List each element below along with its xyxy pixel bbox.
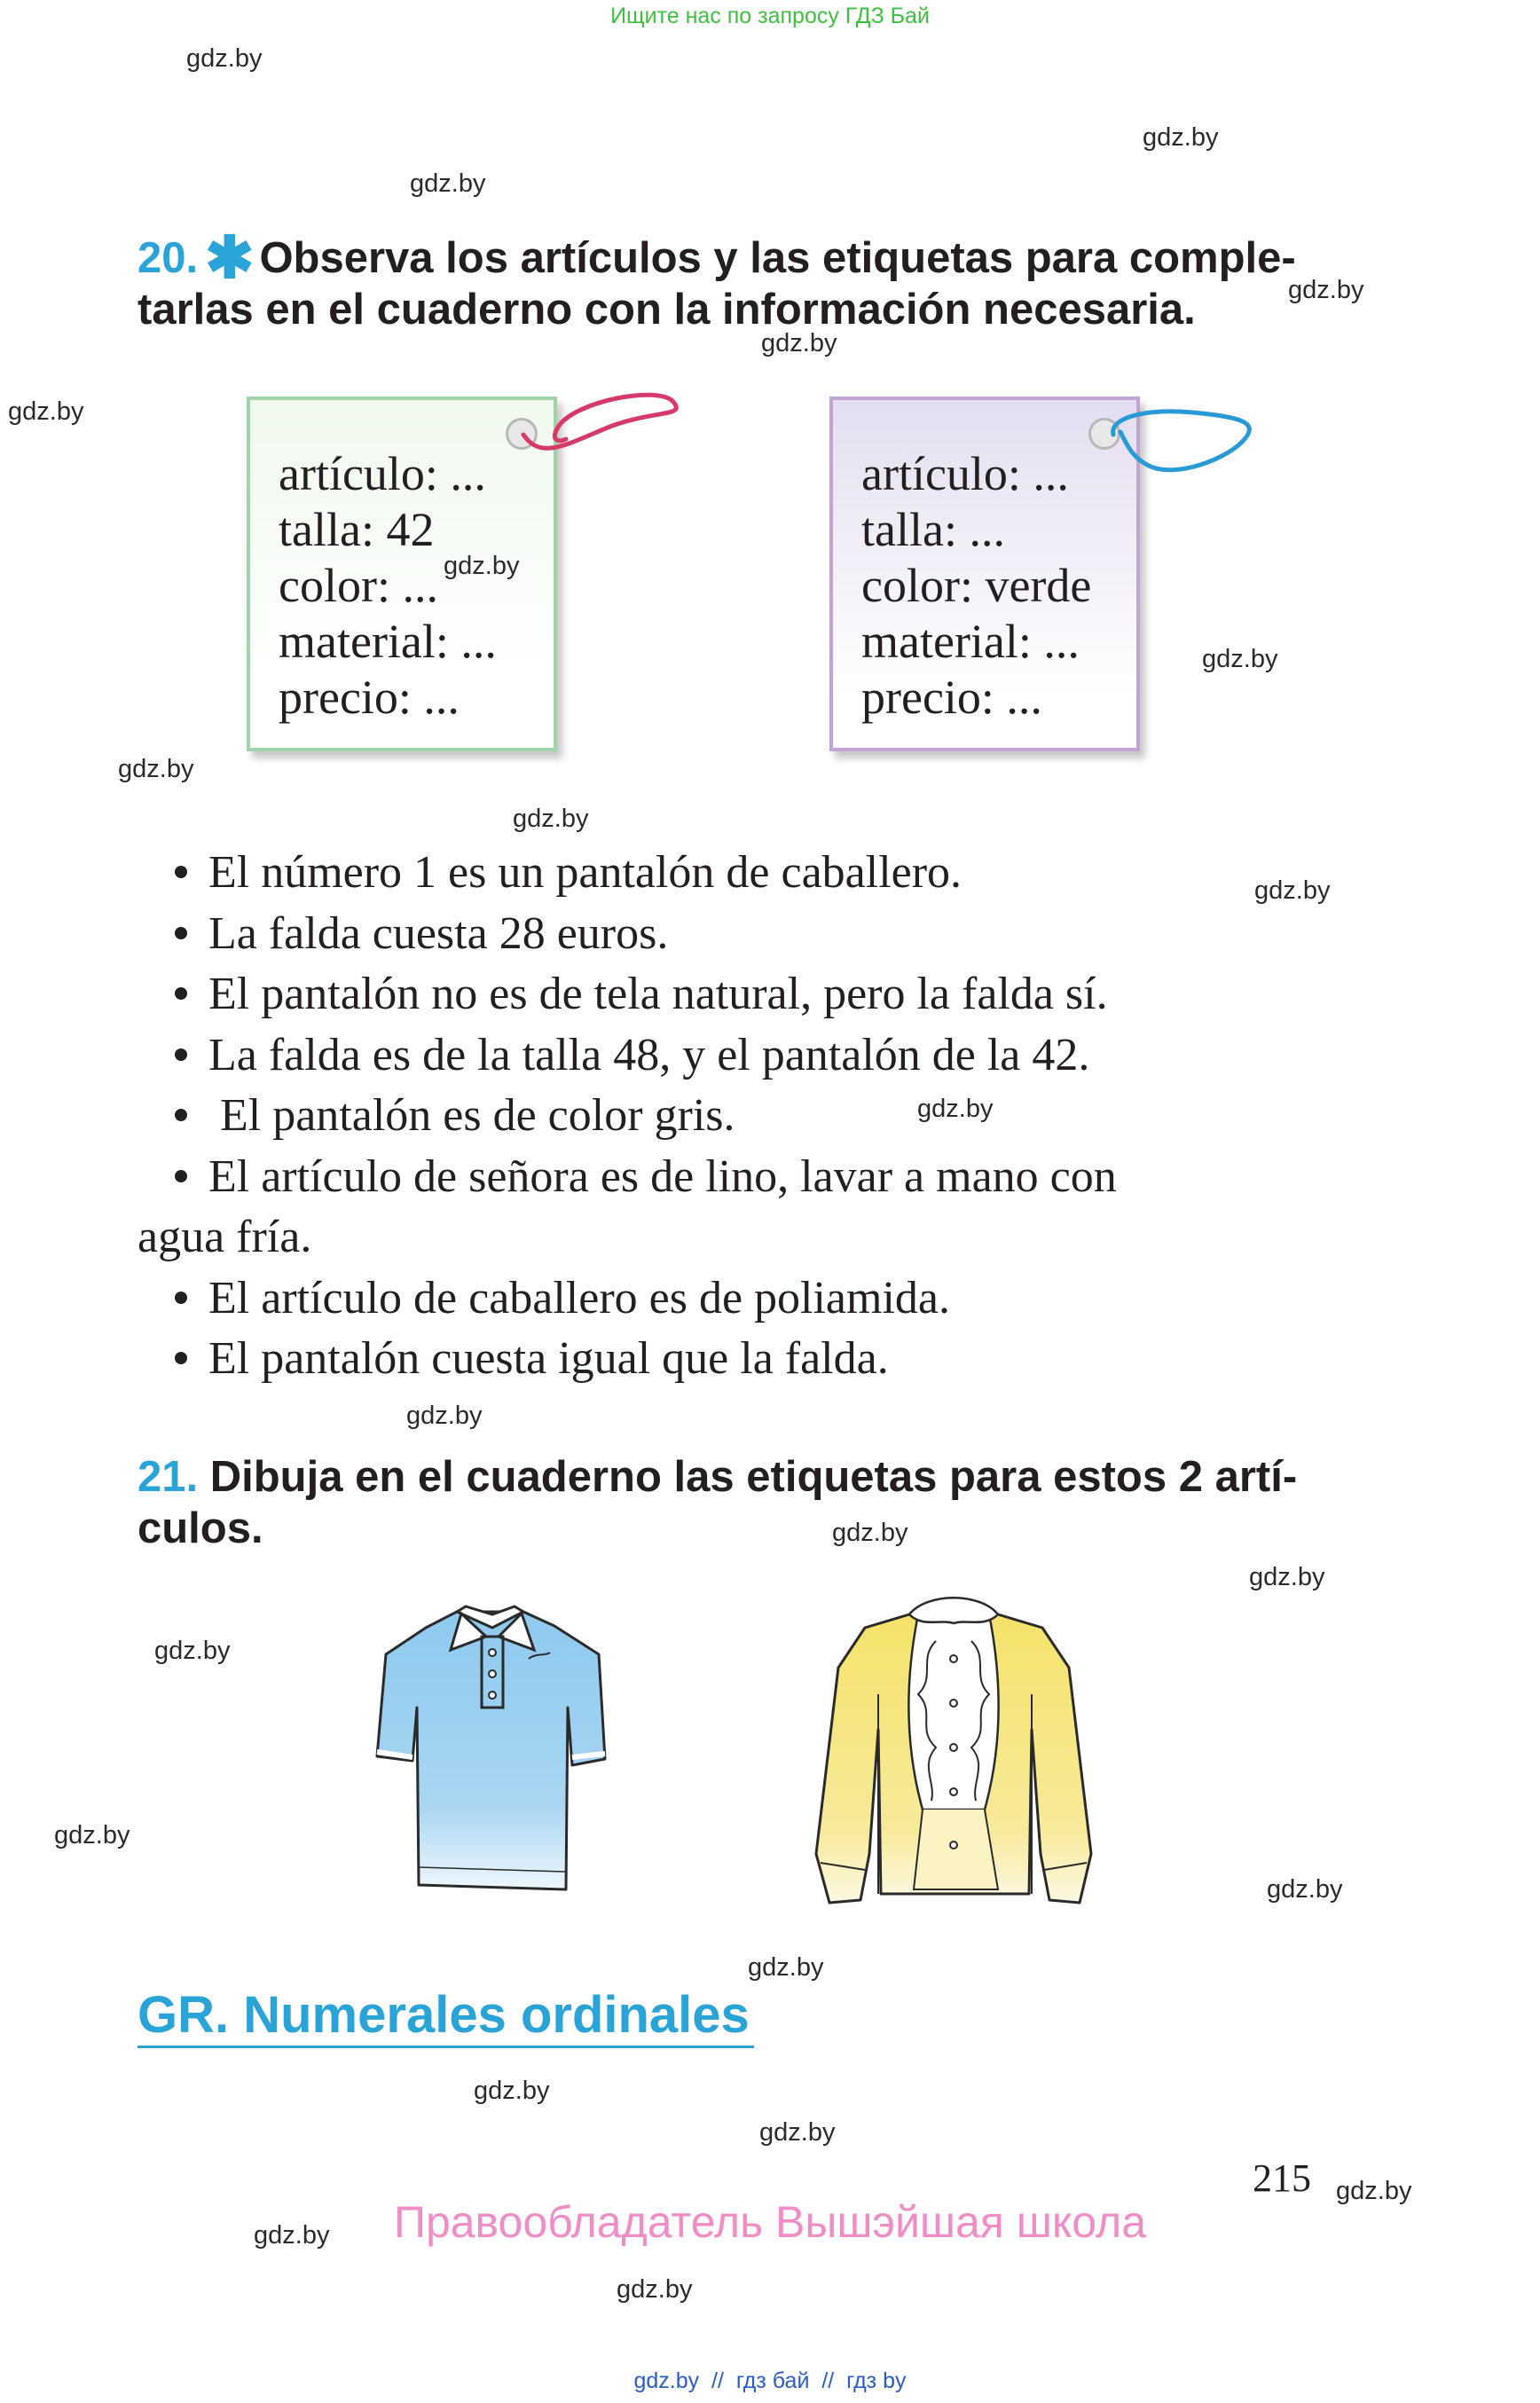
page-number: 215 — [1253, 2156, 1311, 2200]
list-item-text: El número 1 es un pantalón de caballero. — [208, 847, 962, 898]
list-item-text: El pantalón es de color gris. — [208, 1090, 735, 1141]
task-number: 21. — [138, 1453, 199, 1501]
watermark: gdz.by — [186, 44, 263, 73]
heading-underline — [138, 2046, 754, 2048]
bullet-icon — [175, 866, 187, 878]
watermark: gdz.by — [474, 2077, 550, 2105]
asterisk-icon: ✱ — [205, 224, 255, 290]
watermark: gdz.by — [1202, 645, 1278, 673]
watermark: gdz.by — [1267, 1875, 1343, 1904]
bullet-icon — [175, 1170, 187, 1182]
watermark: gdz.by — [444, 552, 520, 580]
tag-string-left-icon — [515, 390, 683, 470]
list-item — [138, 1329, 1117, 1390]
tag-field: color: ... — [279, 559, 438, 612]
list-item-text: El pantalón no es de tela natural, pero la falda sí. — [208, 969, 1108, 1019]
section-heading: GR. Numerales ordinales — [138, 1986, 750, 2044]
task-21-title-line2: culos. — [138, 1504, 263, 1552]
task-text-line: Observa los artículos y las etiquetas para comple- — [259, 234, 1296, 282]
task-20-title — [138, 224, 1296, 290]
watermark: gdz.by — [759, 2118, 836, 2147]
watermark: gdz.by — [748, 1953, 824, 1982]
task-text-line: Dibuja en el cuaderno las etiquetas para estos 2 artí- — [209, 1453, 1298, 1501]
watermark: gdz.by — [54, 1821, 130, 1849]
watermark: gdz.by — [118, 755, 194, 783]
blouse-icon — [803, 1588, 1104, 1925]
tag-fields — [861, 446, 1091, 726]
watermark: gdz.by — [1336, 2177, 1412, 2205]
bullet-icon — [175, 987, 187, 1000]
list-item — [138, 1025, 1117, 1087]
bullet-icon — [175, 1048, 187, 1061]
tag-field: material: ... — [279, 615, 497, 668]
list-item-text: El pantalón cuesta igual que la falda. — [208, 1333, 889, 1384]
tag-fields — [279, 446, 497, 726]
watermark: gdz.by — [1249, 1563, 1325, 1591]
watermark: gdz.by — [761, 329, 837, 357]
task-21-title — [138, 1451, 1297, 1503]
task-number: 20. — [138, 234, 199, 282]
watermark: gdz.by — [8, 397, 84, 426]
watermark: gdz.by — [1254, 876, 1331, 905]
watermark: gdz.by — [254, 2221, 330, 2250]
watermark: gdz.by — [513, 805, 589, 833]
watermark: gdz.by — [406, 1402, 483, 1430]
tag-field: precio: ... — [861, 671, 1042, 724]
price-tag-right — [829, 397, 1140, 751]
statement-list — [138, 843, 1117, 1390]
list-item-continuation: agua fría. — [138, 1212, 312, 1262]
tag-field: color: verde — [861, 559, 1092, 612]
polo-shirt-icon — [373, 1601, 612, 1903]
footer-links: gdz.by // гдз бай // гдз by — [633, 2368, 907, 2393]
watermark: gdz.by — [1143, 123, 1219, 152]
list-item — [138, 843, 1117, 904]
tag-field: artículo: ... — [861, 447, 1069, 500]
bullet-icon — [175, 1292, 187, 1304]
list-item-text: La falda cuesta 28 euros. — [208, 907, 669, 959]
bullet-icon — [175, 1352, 187, 1364]
watermark: gdz.by — [410, 169, 486, 198]
watermark: gdz.by — [832, 1519, 908, 1547]
bullet-icon — [175, 927, 187, 939]
list-item — [138, 904, 1117, 965]
bullet-icon — [175, 1109, 187, 1121]
rights-holder: Правообладатель Вышэйшая школа — [394, 2197, 1146, 2247]
tag-field: artículo: ... — [279, 447, 486, 500]
list-item — [138, 1147, 1117, 1208]
watermark: gdz.by — [154, 1637, 231, 1665]
list-item — [138, 1268, 1117, 1330]
watermark: gdz.by — [1288, 276, 1364, 304]
list-item-text: El artículo de caballero es de poliamida. — [208, 1272, 950, 1323]
list-item — [138, 964, 1117, 1025]
tag-field: material: ... — [861, 615, 1080, 668]
list-item — [138, 1086, 1117, 1147]
task-20-title-line2: tarlas en el cuaderno con la información necesaria. — [138, 286, 1196, 334]
tag-field: talla: 42 — [279, 503, 435, 556]
tag-field: precio: ... — [279, 671, 460, 724]
tag-field: talla: ... — [861, 503, 1005, 556]
list-item-text: La falda es de la talla 48, y el pantalón de la 42. — [208, 1029, 1090, 1080]
list-item-text: El artículo de señora es de lino, lavar a mano con — [208, 1150, 1117, 1202]
watermark: gdz.by — [917, 1095, 994, 1123]
tag-string-right-icon — [1096, 395, 1264, 483]
watermark: gdz.by — [617, 2275, 693, 2304]
search-note: Ищите нас по запросу ГДЗ Бай — [610, 4, 930, 28]
